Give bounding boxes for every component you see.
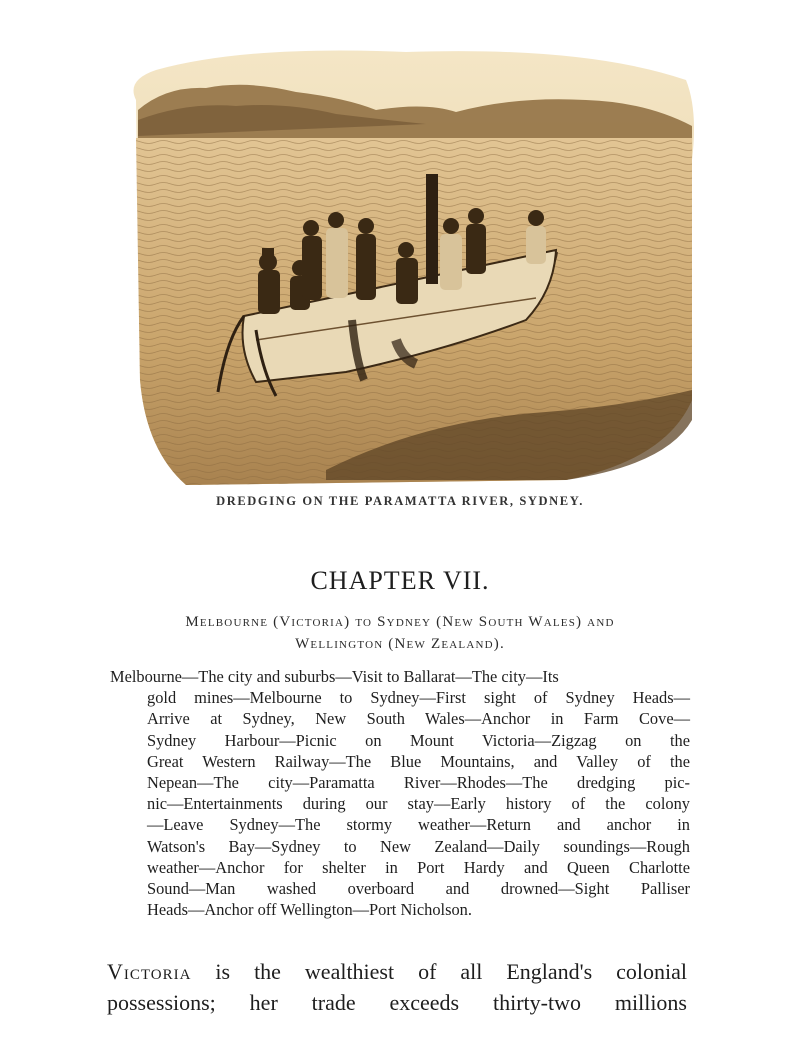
synopsis-line: weather—Anchor for shelter in Port Hardy and Queen Charlotte — [147, 857, 690, 877]
body-line: possessions; her trade exceeds thirty-two millions — [107, 990, 687, 1015]
synopsis-line: Nepean—The city—Paramatta River—Rhodes—The dredging pic- — [147, 773, 690, 793]
synopsis-line: Watson's Bay—Sydney to New Zealand—Daily soundings—Rough — [147, 836, 690, 856]
synopsis-line: gold mines—Melbourne to Sydney—First sight of Sydney Heads— — [147, 688, 690, 708]
illustration — [126, 40, 698, 485]
synopsis-line: Sydney Harbour—Picnic on Mount Victoria—Zigzag on the — [147, 730, 690, 750]
body-line — [107, 956, 687, 987]
chapter-subtitle-line: Melbourne (Victoria) to Sydney (New South Wales) and — [185, 614, 615, 630]
chapter-synopsis — [110, 666, 690, 920]
synopsis-line: nic—Entertainments during our stay—Early history of the colony — [147, 794, 690, 814]
synopsis-line: Heads—Anchor off Wellington—Port Nicholson. — [147, 900, 472, 920]
synopsis-line: Great Western Railway—The Blue Mountains, and Valley of the — [147, 751, 690, 771]
lead-word: Victoria — [107, 959, 192, 984]
illustration-caption: DREDGING ON THE PARAMATTA RIVER, SYDNEY. — [216, 494, 584, 508]
body-line-rest: is the wealthiest of all England's colonial — [191, 959, 687, 984]
chapter-title: CHAPTER VII. — [310, 566, 490, 595]
synopsis-line: Arrive at Sydney, New South Wales—Anchor in Farm Cove— — [147, 709, 690, 729]
synopsis-line: Sound—Man washed overboard and drowned—Sight Palliser — [147, 879, 690, 899]
synopsis-line: Melbourne—The city and suburbs—Visit to Ballarat—The city—Its — [110, 667, 559, 686]
synopsis-line: —Leave Sydney—The stormy weather—Return and anchor in — [147, 815, 690, 835]
engraving-dredging-boat-on-river-icon — [126, 40, 698, 485]
body-paragraph — [107, 956, 687, 1018]
chapter-subtitle-line: Wellington (New Zealand). — [295, 636, 505, 652]
chapter-subtitle — [100, 611, 700, 655]
